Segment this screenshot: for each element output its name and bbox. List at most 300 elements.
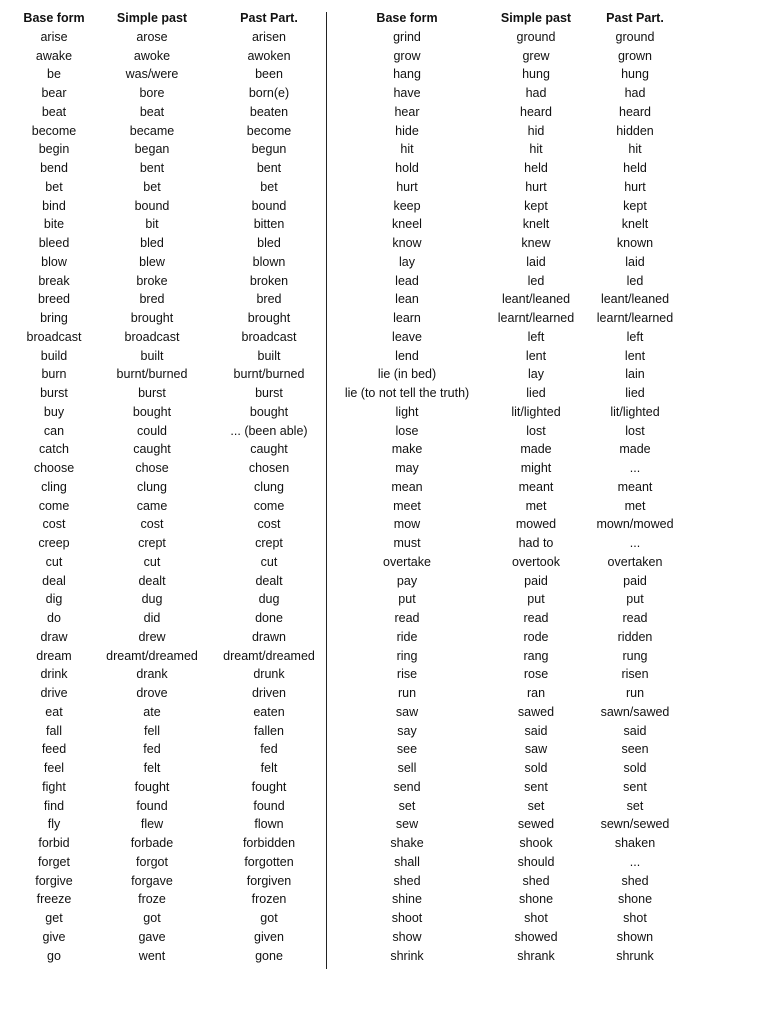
left-base-form-cell: become bbox=[31, 123, 77, 138]
right-simple-past-cell: kept bbox=[524, 198, 548, 213]
left-past-participle-cell: felt bbox=[260, 761, 278, 775]
left-simple-past-cell: gave bbox=[138, 929, 166, 944]
left-base-form-cell: awake bbox=[35, 48, 73, 63]
right-base-form-cell: rise bbox=[396, 667, 418, 682]
right-base-form-cell: run bbox=[397, 686, 417, 700]
right-past-participle-cell: grown bbox=[617, 48, 653, 63]
left-simple-past-cell: was/were bbox=[125, 67, 179, 82]
right-simple-past-cell: shrank bbox=[517, 948, 555, 963]
right-base-form-cell: hide bbox=[395, 123, 419, 138]
right-simple-past-cell: ran bbox=[526, 686, 546, 700]
left-simple-past-cell: built bbox=[140, 348, 164, 363]
right-base-form-cell: shoot bbox=[391, 911, 423, 925]
right-simple-past-cell: sent bbox=[524, 779, 548, 794]
left-past-participle-cell: cost bbox=[257, 517, 281, 532]
left-simple-past-cell: forgot bbox=[136, 854, 168, 869]
right-simple-past-cell: shed bbox=[522, 873, 550, 888]
right-base-form-cell: lead bbox=[395, 273, 419, 288]
left-simple-past-cell: drew bbox=[138, 629, 166, 644]
left-simple-past-cell: fed bbox=[143, 742, 161, 757]
right-base-form-cell: ring bbox=[396, 648, 418, 663]
right-base-form-cell: make bbox=[391, 442, 423, 457]
right-past-participle-cell: heard bbox=[619, 104, 651, 119]
right-base-form-cell: read bbox=[394, 611, 420, 625]
right-past-participle-cell: kept bbox=[623, 198, 647, 213]
left-base-form-cell: fall bbox=[46, 723, 62, 738]
right-base-form-cell: have bbox=[393, 86, 421, 100]
left-simple-past-cell: got bbox=[143, 911, 161, 925]
left-simple-past-cell: cut bbox=[143, 554, 161, 569]
left-past-participle-cell: driven bbox=[251, 686, 287, 700]
left-past-participle-cell: built bbox=[257, 348, 281, 363]
right-simple-past-cell: ground bbox=[516, 29, 556, 44]
left-simple-past-cell: cost bbox=[140, 517, 164, 532]
right-base-form-cell: shrink bbox=[390, 948, 424, 963]
right-simple-past-cell: meant bbox=[518, 479, 554, 494]
left-base-form-cell: arise bbox=[40, 29, 68, 44]
left-past-participle-cell: dealt bbox=[255, 573, 283, 588]
left-past-participle-column bbox=[208, 9, 330, 965]
right-base-form-cell: keep bbox=[393, 198, 421, 213]
right-base-form-cell: lay bbox=[399, 254, 415, 269]
left-simple-past-cell: bound bbox=[134, 198, 170, 213]
left-base-form-cell: feel bbox=[43, 761, 65, 775]
right-past-participle-cell: lent bbox=[624, 348, 646, 363]
left-base-form-cell: catch bbox=[39, 442, 69, 457]
right-past-participle-cell: ground bbox=[615, 29, 655, 44]
right-simple-past-cell: leant/leaned bbox=[501, 292, 571, 307]
left-past-participle-cell: forbidden bbox=[242, 836, 296, 850]
right-header-base-form: Base form bbox=[376, 11, 438, 25]
left-past-participle-cell: bitten bbox=[253, 217, 285, 232]
left-base-form-cell: give bbox=[42, 929, 66, 944]
left-base-form-cell: dig bbox=[45, 592, 63, 607]
right-simple-past-cell: hit bbox=[529, 142, 543, 157]
right-simple-past-cell: grew bbox=[522, 48, 550, 63]
left-simple-past-cell: forgave bbox=[131, 873, 173, 888]
left-base-form-cell: do bbox=[47, 611, 61, 625]
right-past-participle-cell: ... bbox=[629, 536, 641, 550]
left-simple-past-cell: blew bbox=[139, 254, 165, 269]
right-base-form-cell: shall bbox=[394, 854, 420, 869]
left-base-form-cell: build bbox=[40, 348, 68, 363]
right-past-participle-cell: set bbox=[626, 798, 644, 813]
left-simple-past-cell: began bbox=[134, 142, 170, 157]
right-base-form-cell: grind bbox=[393, 29, 421, 44]
left-simple-past-cell: caught bbox=[133, 442, 171, 457]
right-base-form-cell: must bbox=[393, 536, 421, 550]
right-simple-past-cell: met bbox=[525, 498, 547, 513]
left-base-form-cell: bite bbox=[43, 217, 65, 232]
left-base-form-cell: forgive bbox=[35, 873, 73, 888]
column-divider bbox=[326, 12, 327, 969]
right-base-form-cell: lend bbox=[395, 348, 419, 363]
right-past-participle-cell: sawn/sawed bbox=[600, 704, 670, 719]
left-simple-past-cell: bought bbox=[132, 404, 172, 419]
right-simple-past-cell: lay bbox=[528, 367, 544, 382]
right-base-form-column bbox=[334, 9, 480, 965]
left-base-form-cell: beat bbox=[41, 104, 67, 119]
left-header-past-participle: Past Part. bbox=[240, 11, 298, 25]
left-base-form-cell: eat bbox=[45, 704, 63, 719]
right-simple-past-cell: rose bbox=[523, 667, 549, 682]
right-simple-past-cell: learnt/learned bbox=[497, 311, 575, 325]
right-base-form-cell: shed bbox=[393, 873, 421, 888]
right-simple-past-cell: showed bbox=[514, 929, 558, 944]
left-base-form-cell: draw bbox=[40, 629, 68, 644]
left-past-participle-cell: cut bbox=[260, 554, 278, 569]
left-simple-past-cell: fell bbox=[144, 723, 160, 738]
left-simple-past-cell: bore bbox=[139, 86, 165, 100]
left-past-participle-cell: bound bbox=[251, 198, 287, 213]
left-past-participle-cell: bet bbox=[260, 179, 278, 194]
right-simple-past-cell: knew bbox=[521, 236, 551, 250]
left-past-participle-cell: dreamt/dreamed bbox=[223, 648, 315, 663]
right-base-form-cell: hit bbox=[400, 142, 414, 157]
left-base-form-cell: feed bbox=[41, 742, 67, 757]
left-past-participle-cell: come bbox=[253, 498, 285, 513]
left-past-participle-cell: fed bbox=[260, 742, 278, 757]
left-past-participle-cell: got bbox=[260, 911, 278, 925]
right-simple-past-cell: laid bbox=[526, 254, 546, 269]
right-past-participle-cell: mown/mowed bbox=[596, 517, 674, 532]
right-past-participle-cell: met bbox=[624, 498, 646, 513]
left-base-form-cell: drink bbox=[40, 667, 68, 682]
left-past-participle-cell: arisen bbox=[251, 29, 287, 44]
left-past-participle-cell: crept bbox=[255, 536, 283, 550]
right-past-participle-cell: shed bbox=[621, 873, 649, 888]
right-past-participle-cell: shone bbox=[617, 892, 653, 907]
right-simple-past-cell: paid bbox=[524, 573, 548, 588]
right-simple-past-cell: said bbox=[524, 723, 548, 738]
right-simple-past-cell: shone bbox=[518, 892, 554, 907]
right-past-participle-column bbox=[580, 9, 690, 965]
left-past-participle-cell: frozen bbox=[251, 892, 287, 907]
right-past-participle-cell: ... bbox=[629, 854, 641, 869]
right-base-form-cell: sew bbox=[395, 817, 419, 832]
right-base-form-cell: pay bbox=[396, 573, 418, 588]
right-past-participle-cell: put bbox=[626, 592, 644, 607]
right-past-participle-cell: lain bbox=[625, 367, 645, 382]
right-base-form-cell: set bbox=[398, 798, 416, 813]
left-simple-past-cell: forbade bbox=[130, 836, 174, 850]
right-simple-past-cell: sewed bbox=[517, 817, 555, 832]
left-base-form-cell: cling bbox=[41, 479, 67, 494]
left-simple-past-cell: found bbox=[136, 798, 168, 813]
right-past-participle-cell: shaken bbox=[614, 836, 656, 850]
left-simple-past-cell: bred bbox=[139, 292, 165, 307]
right-base-form-cell: send bbox=[393, 779, 421, 794]
left-past-participle-cell: fought bbox=[251, 779, 287, 794]
left-simple-past-cell: came bbox=[136, 498, 168, 513]
right-base-form-cell: hold bbox=[395, 161, 419, 175]
right-base-form-cell: lie (in bed) bbox=[377, 367, 437, 382]
right-simple-past-cell: put bbox=[527, 592, 545, 607]
left-simple-past-cell: bit bbox=[145, 217, 159, 232]
right-simple-past-cell: hung bbox=[522, 67, 550, 82]
left-base-form-cell: forbid bbox=[38, 836, 70, 850]
right-base-form-cell: know bbox=[392, 236, 422, 250]
right-past-participle-cell: hit bbox=[628, 142, 642, 157]
right-past-participle-cell: lied bbox=[625, 386, 645, 400]
left-simple-past-cell: bet bbox=[143, 179, 161, 194]
right-simple-past-cell: set bbox=[527, 798, 545, 813]
left-header-base-form: Base form bbox=[23, 11, 85, 25]
right-past-participle-cell: laid bbox=[625, 254, 645, 269]
right-base-form-cell: leave bbox=[392, 329, 422, 344]
left-base-form-cell: drive bbox=[40, 686, 68, 700]
left-base-form-cell: bind bbox=[42, 198, 66, 213]
left-base-form-cell: find bbox=[43, 798, 65, 813]
left-base-form-cell: fly bbox=[47, 817, 61, 832]
left-past-participle-cell: blown bbox=[252, 254, 286, 269]
right-base-form-cell: show bbox=[392, 929, 422, 944]
left-past-participle-cell: burnt/burned bbox=[233, 367, 305, 382]
right-base-form-cell: saw bbox=[395, 704, 419, 719]
left-simple-past-cell: clung bbox=[137, 479, 167, 494]
right-base-form-cell: sell bbox=[397, 761, 417, 775]
right-past-participle-cell: known bbox=[616, 236, 654, 250]
left-past-participle-cell: begun bbox=[251, 142, 287, 157]
left-base-form-cell: cost bbox=[42, 517, 66, 532]
right-past-participle-cell: paid bbox=[623, 573, 647, 588]
left-simple-past-cell: dreamt/dreamed bbox=[106, 648, 198, 663]
right-simple-past-cell: might bbox=[520, 461, 552, 475]
right-past-participle-cell: risen bbox=[621, 667, 649, 682]
left-simple-past-cell: burst bbox=[138, 386, 166, 400]
right-base-form-cell: meet bbox=[393, 498, 421, 513]
left-base-form-cell: bleed bbox=[38, 236, 70, 250]
left-simple-past-cell: could bbox=[137, 423, 167, 438]
left-base-form-cell: burst bbox=[40, 386, 68, 400]
right-simple-past-column bbox=[478, 9, 594, 965]
left-past-participle-cell: burst bbox=[255, 386, 283, 400]
right-past-participle-cell: rung bbox=[622, 648, 648, 663]
right-base-form-cell: say bbox=[397, 723, 417, 738]
right-base-form-cell: ride bbox=[396, 629, 418, 644]
right-base-form-cell: hear bbox=[394, 104, 420, 119]
left-base-form-cell: break bbox=[38, 273, 70, 288]
right-base-form-cell: shake bbox=[390, 836, 424, 850]
right-base-form-cell: kneel bbox=[392, 217, 422, 232]
right-simple-past-cell: held bbox=[524, 161, 548, 175]
left-base-form-cell: bear bbox=[41, 86, 67, 100]
left-past-participle-cell: given bbox=[254, 929, 284, 944]
left-base-form-cell: buy bbox=[43, 404, 65, 419]
left-base-form-cell: dream bbox=[36, 648, 72, 663]
right-simple-past-cell: heard bbox=[520, 104, 552, 119]
left-past-participle-cell: caught bbox=[250, 442, 288, 457]
right-simple-past-cell: sawed bbox=[517, 704, 555, 719]
left-past-participle-cell: clung bbox=[254, 479, 284, 494]
right-base-form-cell: grow bbox=[393, 48, 421, 63]
left-past-participle-cell: drunk bbox=[253, 667, 285, 682]
left-past-participle-cell: broken bbox=[249, 273, 289, 288]
right-past-participle-cell: ridden bbox=[617, 629, 653, 644]
left-simple-past-cell: brought bbox=[130, 311, 174, 325]
right-simple-past-cell: had bbox=[525, 86, 547, 100]
left-past-participle-cell: gone bbox=[255, 948, 283, 963]
right-simple-past-cell: rang bbox=[523, 648, 549, 663]
right-simple-past-cell: read bbox=[523, 611, 549, 625]
left-base-form-cell: be bbox=[47, 67, 61, 82]
left-past-participle-cell: forgotten bbox=[244, 854, 294, 869]
left-past-participle-cell: born(e) bbox=[248, 86, 290, 100]
right-simple-past-cell: overtook bbox=[512, 554, 560, 569]
right-past-participle-cell: seen bbox=[621, 742, 649, 757]
left-past-participle-cell: become bbox=[246, 123, 292, 138]
right-simple-past-cell: made bbox=[520, 442, 552, 457]
right-past-participle-cell: hung bbox=[621, 67, 649, 82]
right-base-form-cell: hang bbox=[393, 67, 421, 82]
left-past-participle-cell: beaten bbox=[249, 104, 289, 119]
right-simple-past-cell: lent bbox=[525, 348, 547, 363]
right-simple-past-cell: saw bbox=[524, 742, 548, 757]
left-past-participle-cell: eaten bbox=[253, 704, 285, 719]
right-header-past-participle: Past Part. bbox=[606, 11, 664, 25]
left-simple-past-cell: did bbox=[143, 611, 161, 625]
right-simple-past-cell: shook bbox=[519, 836, 553, 850]
left-base-form-cell: broadcast bbox=[26, 329, 82, 344]
left-base-form-cell: forget bbox=[38, 854, 70, 869]
right-simple-past-cell: left bbox=[527, 329, 545, 344]
right-past-participle-cell: learnt/learned bbox=[596, 311, 674, 325]
right-simple-past-cell: hid bbox=[527, 123, 545, 138]
right-base-form-cell: see bbox=[396, 742, 418, 757]
right-simple-past-cell: had to bbox=[518, 536, 554, 550]
left-simple-past-column bbox=[92, 9, 212, 965]
left-past-participle-cell: ... (been able) bbox=[230, 423, 308, 438]
right-past-participle-cell: sold bbox=[623, 761, 647, 775]
left-base-form-column bbox=[6, 9, 102, 965]
left-base-form-cell: choose bbox=[33, 461, 75, 475]
left-base-form-cell: bring bbox=[40, 311, 68, 325]
left-base-form-cell: deal bbox=[42, 573, 66, 588]
left-simple-past-cell: froze bbox=[138, 892, 166, 907]
left-past-participle-cell: flown bbox=[254, 817, 284, 832]
right-past-participle-cell: sent bbox=[623, 779, 647, 794]
right-past-participle-cell: overtaken bbox=[607, 554, 663, 569]
left-simple-past-cell: became bbox=[129, 123, 175, 138]
right-simple-past-cell: rode bbox=[523, 629, 549, 644]
right-past-participle-cell: said bbox=[623, 723, 647, 738]
right-base-form-cell: learn bbox=[393, 311, 421, 325]
right-base-form-cell: mow bbox=[393, 517, 421, 532]
left-simple-past-cell: drank bbox=[136, 667, 168, 682]
right-past-participle-cell: run bbox=[625, 686, 645, 700]
left-base-form-cell: fight bbox=[42, 779, 66, 794]
right-past-participle-cell: led bbox=[626, 273, 644, 288]
left-simple-past-cell: drove bbox=[136, 686, 168, 700]
left-simple-past-cell: awoke bbox=[133, 48, 171, 63]
left-base-form-cell: creep bbox=[38, 536, 70, 550]
left-simple-past-cell: chose bbox=[135, 461, 169, 475]
right-simple-past-cell: lied bbox=[526, 386, 546, 400]
left-past-participle-cell: been bbox=[255, 67, 283, 82]
right-base-form-cell: overtake bbox=[383, 554, 431, 569]
right-past-participle-cell: leant/leaned bbox=[600, 292, 670, 307]
right-base-form-cell: lie (to not tell the truth) bbox=[344, 386, 470, 400]
left-simple-past-cell: broke bbox=[136, 273, 168, 288]
left-past-participle-cell: forgiven bbox=[246, 873, 292, 888]
right-past-participle-cell: left bbox=[626, 329, 644, 344]
left-past-participle-cell: found bbox=[253, 798, 285, 813]
left-simple-past-cell: bent bbox=[139, 161, 165, 175]
right-simple-past-cell: shot bbox=[524, 911, 548, 925]
left-base-form-cell: bend bbox=[40, 161, 68, 175]
right-past-participle-cell: hidden bbox=[616, 123, 654, 138]
left-base-form-cell: begin bbox=[38, 142, 70, 157]
left-past-participle-cell: broadcast bbox=[241, 329, 297, 344]
left-base-form-cell: can bbox=[43, 423, 65, 438]
left-base-form-cell: go bbox=[47, 948, 61, 963]
left-base-form-cell: bet bbox=[45, 179, 63, 194]
right-past-participle-cell: shown bbox=[616, 929, 654, 944]
right-simple-past-cell: lost bbox=[526, 423, 546, 438]
right-past-participle-cell: shrunk bbox=[616, 948, 654, 963]
left-base-form-cell: blow bbox=[41, 254, 67, 269]
right-simple-past-cell: should bbox=[517, 854, 555, 869]
left-simple-past-cell: ate bbox=[143, 704, 161, 719]
right-simple-past-cell: lit/lighted bbox=[511, 404, 561, 419]
right-past-participle-cell: sewn/sewed bbox=[600, 817, 670, 832]
right-past-participle-cell: ... bbox=[629, 461, 641, 475]
right-base-form-cell: light bbox=[395, 404, 419, 419]
left-simple-past-cell: flew bbox=[140, 817, 164, 832]
right-base-form-cell: may bbox=[395, 461, 419, 475]
left-header-simple-past: Simple past bbox=[116, 11, 188, 25]
right-base-form-cell: mean bbox=[391, 479, 423, 494]
left-past-participle-cell: awoken bbox=[247, 48, 291, 63]
left-simple-past-cell: bled bbox=[140, 236, 164, 250]
right-simple-past-cell: led bbox=[527, 273, 545, 288]
left-simple-past-cell: crept bbox=[138, 536, 166, 550]
left-simple-past-cell: felt bbox=[143, 761, 161, 775]
left-past-participle-cell: bled bbox=[257, 236, 281, 250]
left-base-form-cell: cut bbox=[45, 554, 63, 569]
right-simple-past-cell: hurt bbox=[525, 179, 547, 194]
left-simple-past-cell: arose bbox=[136, 29, 168, 44]
left-simple-past-cell: fought bbox=[134, 779, 170, 794]
left-simple-past-cell: dug bbox=[141, 592, 163, 607]
left-past-participle-cell: fallen bbox=[254, 723, 284, 738]
left-past-participle-cell: bred bbox=[256, 292, 282, 307]
left-past-participle-cell: dug bbox=[258, 592, 280, 607]
right-simple-past-cell: mowed bbox=[515, 517, 557, 532]
right-past-participle-cell: hurt bbox=[624, 179, 646, 194]
left-simple-past-cell: beat bbox=[139, 104, 165, 119]
right-past-participle-cell: held bbox=[623, 161, 647, 175]
right-base-form-cell: hurt bbox=[396, 179, 418, 194]
left-base-form-cell: freeze bbox=[36, 892, 72, 907]
left-past-participle-cell: done bbox=[255, 611, 283, 625]
left-past-participle-cell: brought bbox=[247, 311, 291, 325]
right-past-participle-cell: meant bbox=[617, 479, 653, 494]
left-base-form-cell: breed bbox=[38, 292, 70, 307]
left-base-form-cell: burn bbox=[41, 367, 67, 382]
right-past-participle-cell: read bbox=[622, 611, 648, 625]
left-past-participle-cell: chosen bbox=[248, 461, 290, 475]
right-base-form-cell: lean bbox=[395, 292, 419, 307]
right-past-participle-cell: shot bbox=[623, 911, 647, 925]
right-simple-past-cell: knelt bbox=[522, 217, 550, 232]
right-base-form-cell: lose bbox=[395, 423, 419, 438]
right-past-participle-cell: knelt bbox=[621, 217, 649, 232]
left-base-form-cell: come bbox=[38, 498, 70, 513]
left-simple-past-cell: burnt/burned bbox=[116, 367, 188, 382]
left-past-participle-cell: bent bbox=[256, 161, 282, 175]
left-simple-past-cell: dealt bbox=[138, 573, 166, 588]
